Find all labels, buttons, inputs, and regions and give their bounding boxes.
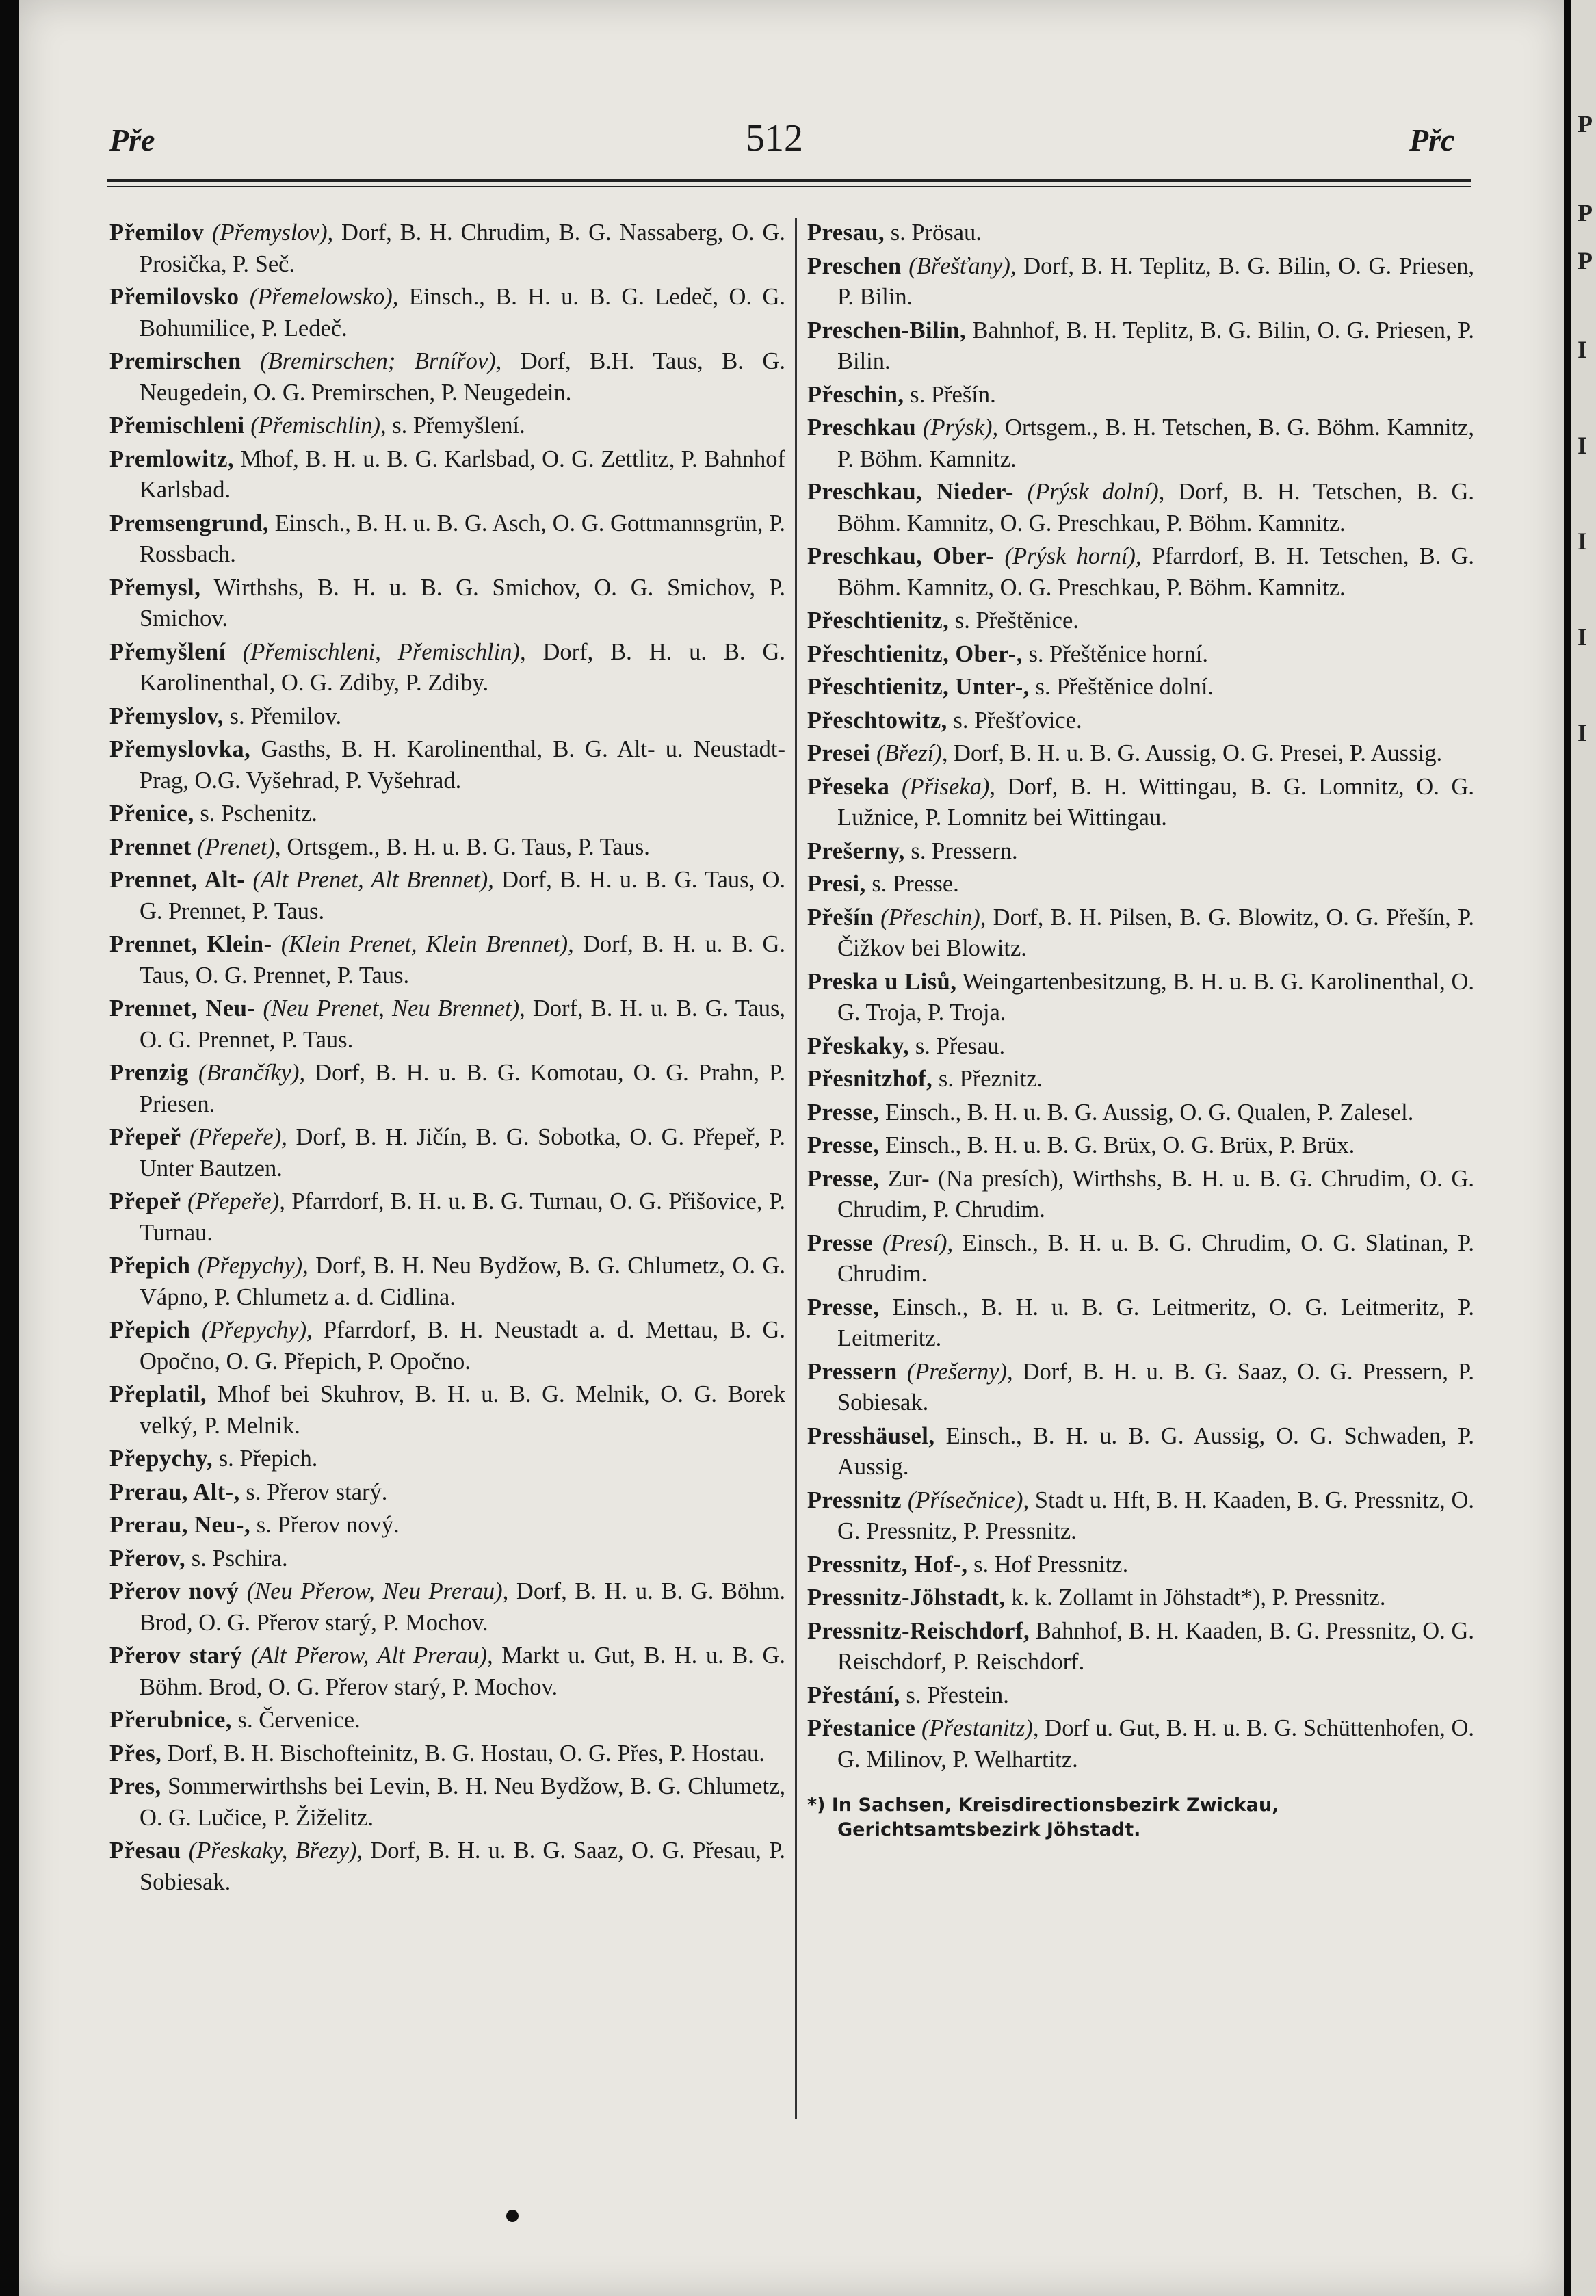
gazetteer-entry	[109, 1251, 785, 1313]
entry-text: Pfarrdorf, B. H. u. B. G. Turnau, O. G. Přišovice, P. Turnau.	[140, 1188, 786, 1246]
entry-text: Stadt u. Hft, B. H. Kaaden, B. G. Pressnitz, O. G. Pressnitz, P. Pressnitz.	[837, 1487, 1475, 1544]
gazetteer-entry	[109, 508, 785, 571]
running-head-right: Přc	[1409, 122, 1455, 157]
gazetteer-entry	[807, 1164, 1474, 1226]
entry-text: Pfarrdorf, B. H. Tetschen, B. G. Böhm. Kamnitz, O. G. Preschkau, P. Böhm. Kamnitz.	[837, 543, 1475, 601]
entry-alt-name: (Přepeře),	[187, 1188, 285, 1214]
entry-headword: Prerau, Neu-,	[109, 1512, 251, 1538]
entry-headword: Přeschtienitz, Unter-,	[807, 674, 1030, 700]
entry-headword: Přeschin,	[807, 381, 904, 408]
gazetteer-entry	[109, 832, 785, 863]
entry-alt-name: (Přemischleni, Přemischlin),	[242, 638, 526, 665]
gazetteer-entry	[807, 1031, 1474, 1062]
entry-headword: Přepeř	[109, 1188, 181, 1214]
entry-text: s. Pschenitz.	[194, 800, 317, 826]
entry-text: Dorf, B. H. u. B. G. Taus, O. G. Prennet, P. Taus.	[140, 867, 786, 924]
entry-text: Dorf, B. H. Bischofteinitz, B. G. Hostau, O. G. Přes, P. Hostau.	[161, 1740, 765, 1766]
left-column	[109, 218, 785, 1900]
entry-headword: Presshäusel,	[807, 1422, 935, 1449]
edge-letter: P	[1578, 247, 1593, 274]
entry-text: s. Přesau.	[909, 1032, 1006, 1059]
gazetteer-entry	[807, 541, 1474, 603]
entry-headword: Přemilov	[109, 220, 205, 246]
entry-text: Dorf, B. H. u. B. G. Böhm. Brod, O. G. Přerov starý, P. Mochov.	[140, 1578, 786, 1636]
entry-text: s. Pschira.	[185, 1545, 288, 1571]
gazetteer-entry	[109, 1771, 785, 1834]
entry-alt-name: (Neu Prenet, Neu Brennet),	[263, 995, 525, 1021]
gazetteer-entry	[109, 1576, 785, 1639]
entry-headword: Preschen-Bilin,	[807, 317, 967, 343]
entry-text: Dorf u. Gut, B. H. u. B. G. Schüttenhofen, O. G. Milinov, P. Welhartitz.	[837, 1715, 1475, 1773]
gazetteer-entry	[807, 1064, 1474, 1095]
entry-text: Mhof, B. H. u. B. G. Karlsbad, O. G. Zettlitz, P. Bahnhof Karlsbad.	[140, 445, 785, 503]
entry-headword: Presi,	[807, 871, 866, 897]
gazetteer-entry	[109, 1738, 785, 1770]
entry-headword: Přemyslovka,	[109, 736, 251, 762]
entry-headword: Přepich	[109, 1253, 191, 1279]
entry-headword: Přerov starý	[109, 1643, 243, 1669]
entry-alt-name: (Klein Prenet, Klein Brennet),	[280, 931, 574, 957]
entry-headword: Přenice,	[109, 800, 194, 826]
entry-alt-name: (Prýsk dolní),	[1027, 479, 1165, 505]
gazetteer-entry	[807, 869, 1474, 900]
entry-text: s. Přeznitz.	[932, 1066, 1043, 1092]
right-column	[807, 218, 1474, 1842]
header-rule-bottom	[107, 186, 1471, 187]
entry-headword: Přepich	[109, 1317, 191, 1343]
gazetteer-entry	[109, 1315, 785, 1377]
entry-alt-name: (Přestanitz),	[921, 1715, 1039, 1741]
gazetteer-entry	[109, 701, 785, 733]
entry-headword: Přeplatil,	[109, 1381, 207, 1407]
entry-text: k. k. Zollamt in Jöhstadt*), P. Pressnitz.	[1005, 1584, 1386, 1610]
entry-text: Weingartenbesitzung, B. H. u. B. G. Karolinenthal, O. G. Troja, P. Troja.	[837, 968, 1474, 1026]
entry-text: Einsch., B. H. u. B. G. Asch, O. G. Gottmannsgrün, P. Rossbach.	[140, 510, 785, 567]
entry-headword: Přestanice	[807, 1715, 916, 1741]
gazetteer-entry	[807, 605, 1474, 637]
entry-headword: Přemyšlení	[109, 638, 226, 665]
entry-alt-name: (Přísečnice),	[907, 1487, 1030, 1513]
entry-headword: Přemilovsko	[109, 284, 239, 310]
gazetteer-entry	[109, 1641, 785, 1703]
entry-alt-name: (Prešerny),	[906, 1358, 1013, 1385]
gazetteer-entry	[807, 1421, 1474, 1483]
gazetteer-entry	[109, 1379, 785, 1441]
entry-text: s. Přešťovice.	[947, 707, 1082, 733]
entry-headword: Presse	[807, 1229, 874, 1256]
entry-text: Dorf, B. H. u. B. G. Karolinenthal, O. G. Zdiby, P. Zdiby.	[140, 638, 786, 696]
entry-text: Dorf, B. H. Pilsen, B. G. Blowitz, O. G. Přešín, P. Čižkov bei Blowitz.	[837, 904, 1475, 961]
entry-alt-name: (Prýsk),	[923, 415, 999, 441]
entry-text: Sommerwirthshs bei Levin, B. H. Neu Bydžow, B. G. Chlumetz, O. G. Lučice, P. Žiželitz.	[140, 1773, 785, 1831]
edge-letter: I	[1578, 719, 1588, 746]
entry-headword: Prennet, Neu-	[109, 995, 256, 1021]
entry-text: Dorf, B. H. Jičín, B. G. Sobotka, O. G. Přepeř, P. Unter Bautzen.	[140, 1124, 785, 1182]
gazetteer-entry	[109, 1186, 785, 1249]
page-number: 512	[746, 117, 803, 159]
gazetteer-entry	[109, 1510, 785, 1541]
gazetteer-entry	[807, 1485, 1474, 1548]
entry-text: Gasths, B. H. Karolinenthal, B. G. Alt- u. Neustadt-Prag, O.G. Vyšehrad, P. Vyšehrad.	[140, 736, 785, 794]
gazetteer-entry	[807, 672, 1474, 703]
gazetteer-entry	[807, 315, 1474, 378]
entry-headword: Prenzig	[109, 1060, 189, 1086]
entry-alt-name: (Přiseka),	[902, 773, 996, 800]
entry-text: s. Přemilov.	[223, 703, 342, 729]
entry-text: s. Přeštěnice.	[949, 608, 1079, 634]
gazetteer-entry	[807, 218, 1474, 249]
gazetteer-entry	[807, 705, 1474, 737]
entry-text: s. Přeštěnice dolní.	[1029, 674, 1214, 700]
edge-letter: P	[1578, 199, 1593, 226]
footnote: *) In Sachsen, Kreisdirectionsbezirk Zwickau, Gerichtsamtsbezirk Jöhstadt.	[807, 1795, 1279, 1840]
entry-headword: Presse,	[807, 1294, 880, 1320]
entry-text: Einsch., B. H. u. B. G. Ledeč, O. G. Bohumilice, P. Ledeč.	[140, 284, 786, 341]
entry-headword: Premirschen	[109, 348, 241, 374]
entry-headword: Přerov nový	[109, 1578, 239, 1604]
entry-headword: Přeschtowitz,	[807, 707, 947, 733]
gazetteer-entry	[109, 798, 785, 830]
entry-text: Dorf, B. H. Teplitz, B. G. Bilin, O. G. Priesen, P. Bilin.	[837, 252, 1475, 310]
entry-headword: Přesnitzhof,	[807, 1066, 933, 1092]
entry-headword: Premsengrund,	[109, 510, 269, 536]
gazetteer-entry	[807, 639, 1474, 670]
entry-alt-name: (Brančíky),	[198, 1060, 306, 1086]
entry-alt-name: (Přepychy),	[201, 1317, 313, 1343]
gazetteer-entry	[807, 477, 1474, 539]
entry-text: s. Přepich.	[213, 1446, 318, 1472]
entry-text: Pfarrdorf, B. H. Neustadt a. d. Mettau, B. G. Opočno, O. G. Přepich, P. Opočno.	[140, 1317, 785, 1374]
entry-text: s. Přestein.	[900, 1682, 1009, 1708]
entry-headword: Pres,	[109, 1773, 161, 1799]
entry-headword: Pressnitz-Jöhstadt,	[807, 1584, 1006, 1610]
header-rule-top	[107, 179, 1471, 182]
entry-headword: Přepeř	[109, 1124, 181, 1150]
entry-headword: Přepychy,	[109, 1446, 213, 1472]
entry-text: Markt u. Gut, B. H. u. B. G. Böhm. Brod, O. G. Přerov starý, P. Mochov.	[140, 1643, 786, 1700]
entry-headword: Presse,	[807, 1165, 880, 1192]
gazetteer-entry	[109, 929, 785, 991]
entry-text: s. Přemyšlení.	[386, 413, 525, 439]
entry-text: Dorf, B. H. Neu Bydžow, B. G. Chlumetz, O. G. Vápno, P. Chlumetz a. d. Cidlina.	[140, 1253, 786, 1310]
gazetteer-entry	[109, 218, 785, 280]
entry-text: Dorf, B.H. Taus, B. G. Neugedein, O. G. Premirschen, P. Neugedein.	[140, 348, 785, 406]
edge-letter: I	[1578, 623, 1588, 651]
entry-alt-name: (Přeskaky, Březy),	[188, 1838, 363, 1864]
entry-headword: Preska u Lisů,	[807, 968, 957, 995]
entry-headword: Prennet, Klein-	[109, 931, 272, 957]
entry-headword: Premlowitz,	[109, 445, 235, 472]
entry-alt-name: (Alt Prenet, Alt Brennet),	[252, 867, 494, 893]
entry-text: Bahnhof, B. H. Kaaden, B. G. Pressnitz, O. G. Reischdorf, P. Reischdorf.	[837, 1617, 1474, 1675]
entry-text: Ortsgem., B. H. u. B. G. Taus, P. Taus.	[280, 833, 650, 860]
gazetteer-entry	[109, 282, 785, 344]
entry-headword: Přemysl,	[109, 574, 201, 601]
entry-alt-name: (Přemelowsko),	[249, 284, 399, 310]
entry-text: s. Hof Pressnitz.	[967, 1551, 1129, 1578]
entry-text: Dorf, B. H. u. B. G. Aussig, O. G. Presei, P. Aussig.	[947, 740, 1443, 766]
gazetteer-entry	[109, 1477, 785, 1509]
entry-headword: Preschkau	[807, 415, 917, 441]
entry-alt-name: (Březí),	[876, 740, 948, 766]
entry-alt-name: (Prenet),	[197, 833, 281, 860]
gazetteer-entry	[807, 1130, 1474, 1162]
gazetteer-entry	[109, 734, 785, 796]
entry-headword: Presau,	[807, 220, 885, 246]
gazetteer-entry	[109, 346, 785, 408]
entry-text: Einsch., B. H. u. B. G. Brüx, O. G. Brüx, P. Brüx.	[879, 1132, 1355, 1158]
entry-alt-name: (Bremirschen; Brnířov),	[260, 348, 502, 374]
entry-text: Dorf, B. H. u. B. G. Taus, O. G. Prennet, P. Taus.	[140, 931, 786, 989]
gazetteer-entry	[807, 251, 1474, 313]
entry-headword: Prerau, Alt-,	[109, 1478, 240, 1505]
entry-alt-name: (Presí),	[882, 1229, 954, 1256]
edge-letter: I	[1578, 336, 1588, 363]
gazetteer-entry	[807, 413, 1474, 475]
entry-alt-name: (Přeschin),	[880, 904, 986, 930]
entry-headword: Přemyslov,	[109, 703, 224, 729]
entry-headword: Přeschtienitz,	[807, 608, 950, 634]
gazetteer-entry	[109, 410, 785, 442]
gazetteer-entry	[807, 1680, 1474, 1712]
gazetteer-entry	[109, 1836, 785, 1898]
entry-text: Dorf, B. H. Wittingau, B. G. Lomnitz, O. G. Lužnice, P. Lomnitz bei Wittingau.	[837, 773, 1475, 831]
entry-alt-name: (Přepeře),	[189, 1124, 287, 1150]
entry-headword: Pressnitz	[807, 1487, 902, 1513]
entry-headword: Přestání,	[807, 1682, 900, 1708]
gazetteer-entry	[109, 1543, 785, 1575]
entry-text: s. Přerov starý.	[239, 1478, 388, 1505]
entry-text: Einsch., B. H. u. B. G. Aussig, O. G. Schwaden, P. Aussig.	[837, 1422, 1474, 1480]
entry-alt-name: (Alt Přerow, Alt Prerau),	[250, 1643, 493, 1669]
gazetteer-entry	[109, 573, 785, 635]
entry-headword: Pressnitz-Reischdorf,	[807, 1617, 1030, 1644]
entry-text: Dorf, B. H. u. B. G. Saaz, O. G. Přesau, P. Sobiesak.	[140, 1838, 785, 1895]
entry-alt-name: (Přepychy),	[197, 1253, 309, 1279]
gazetteer-entry	[807, 1097, 1474, 1129]
entry-text: s. Přešín.	[904, 381, 996, 408]
entry-text: s. Červenice.	[231, 1707, 361, 1733]
gazetteer-entry	[807, 1582, 1474, 1614]
entry-headword: Prennet	[109, 833, 192, 860]
ink-spot	[506, 2210, 519, 2222]
entry-text: Zur- (Na presích), Wirthshs, B. H. u. B. G. Chrudim, O. G. Chrudim, P. Chrudim.	[837, 1165, 1474, 1223]
gazetteer-entry	[109, 993, 785, 1056]
running-head-left: Přе	[109, 122, 155, 157]
entry-headword: Preschkau, Nieder-	[807, 479, 1014, 505]
entry-headword: Přerubnice,	[109, 1707, 232, 1733]
entry-text: Einsch., B. H. u. B. G. Chrudim, O. G. Slatinan, P. Chrudim.	[837, 1229, 1475, 1287]
gazetteer-entry	[807, 772, 1474, 834]
entry-text: s. Pressern.	[904, 837, 1018, 864]
entry-headword: Presse,	[807, 1099, 880, 1125]
gazetteer-entry	[109, 1444, 785, 1475]
entry-alt-name: (Prýsk horní),	[1004, 543, 1142, 569]
gazetteer-entry	[109, 444, 785, 506]
entry-headword: Přeschtienitz, Ober-,	[807, 640, 1023, 667]
entry-headword: Přeskaky,	[807, 1032, 910, 1059]
entry-text: Wirthshs, B. H. u. B. G. Smichov, O. G. Smichov, P. Smichov.	[140, 574, 785, 631]
entry-headword: Přesau	[109, 1838, 181, 1864]
entry-headword: Přes,	[109, 1740, 162, 1766]
gazetteer-entry	[109, 1058, 785, 1120]
entry-headword: Přemischleni	[109, 413, 245, 439]
gazetteer-entry	[807, 1550, 1474, 1581]
gazetteer-entry	[109, 1705, 785, 1736]
entry-headword: Přeseka	[807, 773, 890, 800]
entry-text: Dorf, B. H. u. B. G. Saaz, O. G. Pressern, P. Sobiesak.	[837, 1358, 1474, 1416]
entry-text: Mhof bei Skuhrov, B. H. u. B. G. Melnik, O. G. Borek velký, P. Melnik.	[140, 1381, 785, 1439]
edge-letter: P	[1578, 110, 1593, 138]
gazetteer-entry	[807, 836, 1474, 867]
entry-headword: Preschkau, Ober-	[807, 543, 995, 569]
entry-text: Ortsgem., B. H. Tetschen, B. G. Böhm. Kamnitz, P. Böhm. Kamnitz.	[837, 415, 1474, 472]
entry-text: Dorf, B. H. Chrudim, B. G. Nassaberg, O. G. Prosička, P. Seč.	[140, 220, 785, 277]
gazetteer-entry	[807, 1713, 1474, 1775]
entry-headword: Presei	[807, 740, 871, 766]
gazetteer-entry	[109, 1122, 785, 1184]
entry-headword: Preschen	[807, 252, 902, 279]
entry-headword: Přešín	[807, 904, 874, 930]
entry-text: s. Prösau.	[885, 220, 982, 246]
entry-headword: Pressern	[807, 1358, 898, 1385]
entry-alt-name: (Neu Přerow, Neu Prerau),	[246, 1578, 509, 1604]
entry-text: s. Presse.	[865, 871, 959, 897]
entry-alt-name: (Přemischlin),	[250, 413, 387, 439]
gazetteer-entry	[807, 1228, 1474, 1290]
gazetteer-entry	[109, 637, 785, 699]
gazetteer-entry	[109, 865, 785, 927]
entry-text: s. Přeštěnice horní.	[1022, 640, 1208, 667]
entry-headword: Presse,	[807, 1132, 880, 1158]
entry-text: Dorf, B. H. u. B. G. Komotau, O. G. Prahn, P. Priesen.	[140, 1060, 785, 1117]
gazetteer-entry	[807, 738, 1474, 770]
entry-text: Dorf, B. H. u. B. G. Taus, O. G. Prennet, P. Taus.	[140, 995, 786, 1053]
entry-headword: Prennet, Alt-	[109, 867, 246, 893]
gazetteer-entry	[807, 1292, 1474, 1355]
gazetteer-entry	[807, 1357, 1474, 1419]
gazetteer-entry	[807, 1616, 1474, 1678]
entry-text: Dorf, B. H. Tetschen, B. G. Böhm. Kamnitz, O. G. Preschkau, P. Böhm. Kamnitz.	[837, 479, 1474, 536]
edge-letter: I	[1578, 432, 1588, 459]
gazetteer-entry	[807, 380, 1474, 411]
entry-text: Einsch., B. H. u. B. G. Leitmeritz, O. G. Leitmeritz, P. Leitmeritz.	[837, 1294, 1474, 1351]
entry-text: s. Přerov nový.	[250, 1512, 400, 1538]
entry-text: Bahnhof, B. H. Teplitz, B. G. Bilin, O. G. Priesen, P. Bilin.	[837, 317, 1474, 374]
entry-headword: Pressnitz, Hof-,	[807, 1551, 968, 1578]
entry-alt-name: (Přemyslov),	[211, 220, 334, 246]
entry-headword: Přerov,	[109, 1545, 186, 1571]
gazetteer-entry	[807, 902, 1474, 965]
edge-letter: I	[1578, 527, 1588, 555]
entry-headword: Prešerny,	[807, 837, 905, 864]
entry-text: Einsch., B. H. u. B. G. Aussig, O. G. Qualen, P. Zalesel.	[879, 1099, 1414, 1125]
gazetteer-entry	[807, 967, 1474, 1029]
entry-alt-name: (Břešťany),	[908, 252, 1017, 279]
column-divider	[795, 218, 797, 2119]
